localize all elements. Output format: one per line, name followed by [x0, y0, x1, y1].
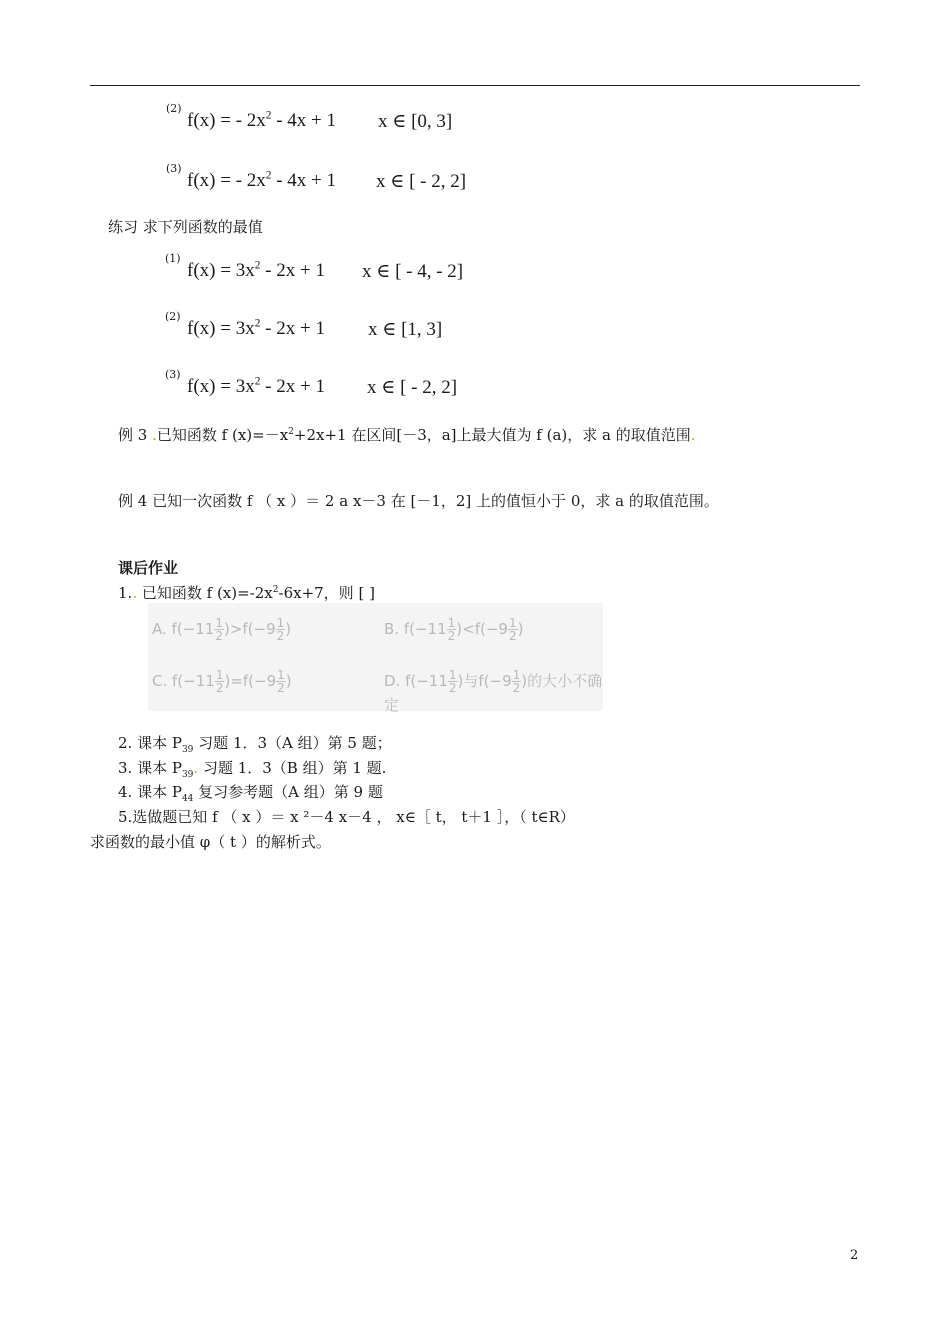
function-expression: f(x) = - $2x^2 - 4x + 1$: [187, 109, 337, 131]
option-d: D. f(−11 $\frac{1}{2}$ )与f(−9 $\frac{1}{2}$ )的大小不确定: [384, 668, 603, 714]
homework-item-3: 3. 课本 $P_{39}$. 习题 1．3（B 组）第 1 题.: [118, 759, 387, 780]
function-expression: $f(x) = 3x^2 - 2x + 1$: [187, 317, 325, 339]
example-4: 例 4 已知一次函数 f （ x ）＝ 2 a x－3 在 [－1，2] 上的值恒小于 0，求 a 的取值范围。: [118, 492, 719, 510]
function-expression: $f(x) = 3x^2 - 2x + 1$: [187, 375, 325, 397]
homework-item-5: 5.选做题已知 f （ x ）＝ x ²－4 x－4 ， x∈［ t， t＋1 ］，（ t∈R）: [118, 808, 575, 826]
domain-interval: x ∈ [0, 3]: [378, 111, 453, 132]
option-a: A. f(−11 $\frac{1}{2}$ )>f(−9 $\frac{1}{2}$ ): [152, 616, 292, 643]
function-expression: f(x) = - $2x^2 - 4x + 1$: [187, 169, 337, 191]
equation-number: (3): [166, 162, 182, 175]
homework-item-2: 2. 课本 $P_{39}$ 习题 1．3（A 组）第 5 题；: [118, 734, 392, 755]
domain-interval: x ∈ [ - 2, 2]: [367, 377, 458, 398]
answer-options-image: [148, 603, 603, 714]
example-3: 例 3 .已知函数 f $(x)=-x^2+2x+1$ 在区间[－3，a]上最大值为 f (a)，求 a 的取值范围.: [118, 426, 696, 444]
equation-number: (2): [165, 310, 181, 323]
homework-item-1: 1.. 已知函数 f $(x)=-2x^2-6x+7$，则 [ ]: [118, 584, 375, 602]
page-number: 2: [850, 1248, 859, 1263]
equation-number: (2): [166, 102, 182, 115]
equation-number: (1): [165, 252, 181, 265]
domain-interval: x ∈ [1, 3]: [368, 319, 443, 340]
option-b: B. f(−11 $\frac{1}{2}$ )<f(−9 $\frac{1}{2}$ ): [384, 616, 524, 643]
highlight-mark: .: [152, 426, 157, 444]
equation-number: (3): [165, 368, 181, 381]
domain-interval: x ∈ [ - 4, - 2]: [362, 261, 464, 282]
domain-interval: x ∈ [ - 2, 2]: [376, 171, 467, 192]
homework-title: 课后作业: [118, 559, 179, 577]
function-expression: $f(x) = 3x^2 - 2x + 1$: [187, 259, 325, 281]
practice-title: 练习 求下列函数的最值: [108, 218, 263, 236]
header-rule: [90, 85, 860, 86]
homework-item-5-cont: 求函数的最小值 φ（ t ）的解析式。: [90, 833, 331, 851]
homework-item-4: 4. 课本 $P_{44}$ 复习参考题（A 组）第 9 题: [118, 783, 383, 804]
option-c: C. f(−11 $\frac{1}{2}$ )=f(−9 $\frac{1}{2}$ ): [152, 668, 292, 695]
